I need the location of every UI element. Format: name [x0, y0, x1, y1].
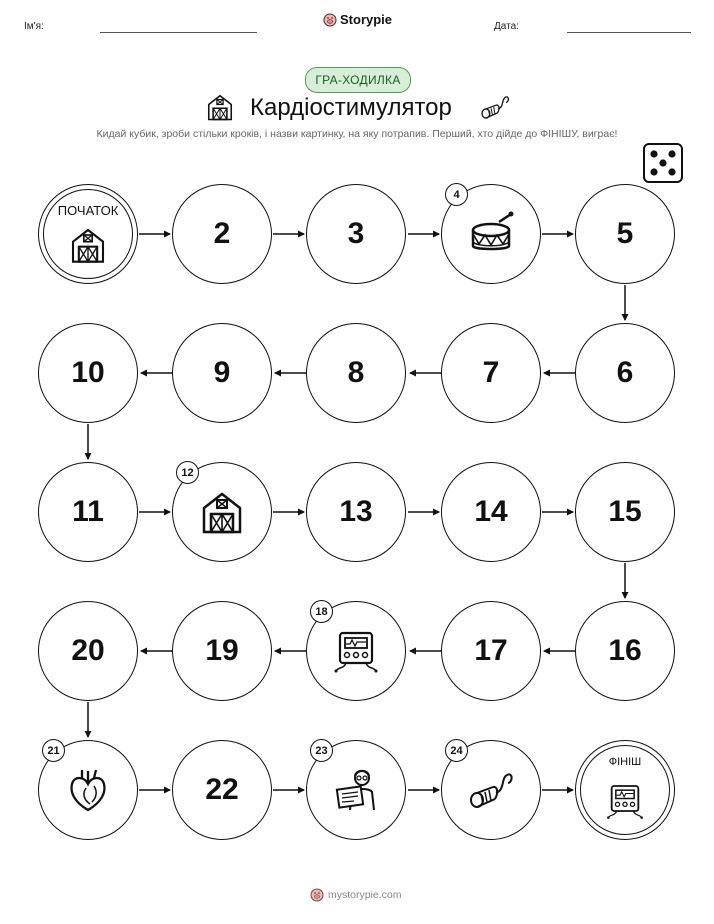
date-label: Дата:	[494, 21, 519, 32]
board-cell-19[interactable]	[172, 601, 272, 701]
cell-number: 3	[347, 217, 365, 250]
board-cell-16[interactable]	[575, 601, 675, 701]
board-cell-10[interactable]	[38, 323, 138, 423]
board-cell-12[interactable]	[172, 462, 272, 562]
finish-cell[interactable]	[575, 740, 675, 840]
board-cell-4[interactable]	[441, 184, 541, 284]
cell-number: 15	[608, 495, 642, 528]
cell-picture	[198, 488, 246, 536]
board-cell-7[interactable]	[441, 323, 541, 423]
board-cell-17[interactable]	[441, 601, 541, 701]
doctor-reading-icon	[332, 766, 380, 814]
cell-picture	[332, 627, 380, 675]
finish-label: ФІНІШ	[608, 756, 642, 768]
cell-number: 11	[72, 495, 104, 528]
cell-picture	[467, 766, 515, 814]
cell-number: 19	[205, 634, 239, 667]
cell-number: 22	[205, 773, 239, 806]
cell-number-badge: 4	[445, 183, 468, 206]
board-cell-18[interactable]	[306, 601, 406, 701]
board-cell-24[interactable]	[441, 740, 541, 840]
cell-number: 13	[339, 495, 373, 528]
board-cell-21[interactable]	[38, 740, 138, 840]
cell-number: 5	[616, 217, 634, 250]
cell-number: 17	[474, 634, 508, 667]
cell-number-badge: 23	[310, 739, 333, 762]
cell-picture	[332, 766, 380, 814]
start-label: ПОЧАТОК	[57, 203, 119, 218]
pacemaker-device-icon	[332, 627, 380, 675]
board-cell-2[interactable]	[172, 184, 272, 284]
heart-icon	[64, 766, 112, 814]
board-cell-20[interactable]	[38, 601, 138, 701]
board-cell-22[interactable]	[172, 740, 272, 840]
cell-number: 2	[213, 217, 231, 250]
cell-picture	[64, 766, 112, 814]
board-cell-13[interactable]	[306, 462, 406, 562]
board-cell-14[interactable]	[441, 462, 541, 562]
page-title: Кардіостимулятор	[250, 94, 452, 121]
cell-number-badge: 18	[310, 600, 333, 623]
name-label: Ім'я:	[24, 21, 44, 32]
cell-number: 16	[608, 634, 642, 667]
board-cell-5[interactable]	[575, 184, 675, 284]
drum-icon	[467, 210, 515, 258]
cell-number-badge: 21	[42, 739, 65, 762]
board-cell-11[interactable]	[38, 462, 138, 562]
board-cell-9[interactable]	[172, 323, 272, 423]
instructions: Кидай кубик, зроби стільки кроків, і назви картинку, на яку потрапив. Перший, хто дійде до ФІНІШУ, виграє!	[96, 128, 618, 140]
cell-number-badge: 12	[176, 461, 199, 484]
cell-number: 20	[71, 634, 105, 667]
cell-number: 10	[71, 356, 105, 389]
board-cell-3[interactable]	[306, 184, 406, 284]
board-cell-8[interactable]	[306, 323, 406, 423]
cell-picture	[467, 210, 515, 258]
cell-number: 9	[213, 356, 231, 389]
cell-number-badge: 24	[445, 739, 468, 762]
pig-mascot-icon	[310, 888, 324, 902]
logo-text: Storypie	[340, 12, 393, 27]
board-cell-15[interactable]	[575, 462, 675, 562]
cell-number: 7	[482, 356, 500, 389]
start-cell[interactable]	[38, 184, 138, 284]
cell-number: 8	[347, 356, 365, 389]
pacemaker-lead-icon	[467, 766, 515, 814]
board-cell-6[interactable]	[575, 323, 675, 423]
cell-number: 6	[616, 356, 634, 389]
game-type-badge: ГРА-ХОДИЛКА	[305, 67, 411, 93]
cell-number: 14	[474, 495, 508, 528]
barn-icon	[198, 488, 246, 536]
board-cell-23[interactable]	[306, 740, 406, 840]
footer-url[interactable]: mystorypie.com	[328, 889, 402, 901]
footer	[310, 888, 402, 902]
